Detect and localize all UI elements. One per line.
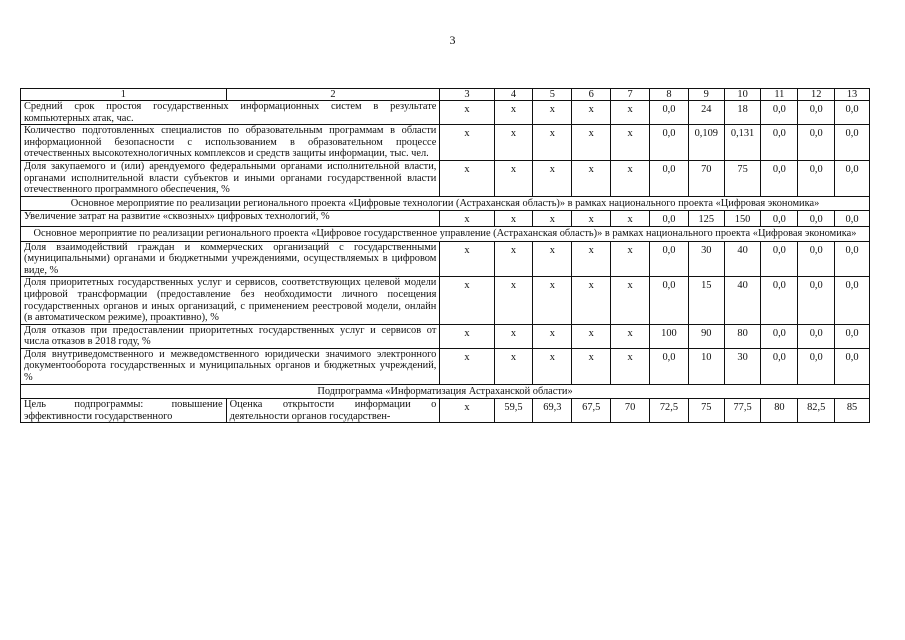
value-cell: 18 [724,101,761,125]
indicator-name: Доля приоритетных государственных услуг и сервисов, соответствующих целевой модели цифровой трансформации (предоставление без необходимости личного посещения государственных органов и иных организаций, с применением реестровой модели, онлайн (в автоматическом режиме), проактивно), % [21,277,440,324]
value-cell: 90 [688,324,724,348]
value-cell: 0,0 [835,211,870,227]
section-title: Подпрограмма «Информатизация Астраханской области» [21,384,870,399]
indicator-row [21,348,870,384]
value-cell: x [611,160,650,196]
value-cell: 75 [688,399,724,423]
section-row [21,226,870,241]
value-cell: 40 [724,241,761,277]
value-cell: 69,3 [533,399,572,423]
indicator-row [21,241,870,277]
value-cell: x [494,160,533,196]
value-cell: x [440,324,494,348]
value-cell: x [572,324,611,348]
value-cell: 10 [688,348,724,384]
value-cell: x [611,348,650,384]
header-cell: 6 [572,89,611,101]
value-cell: x [533,160,572,196]
value-cell: 150 [724,211,761,227]
value-cell: x [572,241,611,277]
value-cell: 75 [724,160,761,196]
value-cell: 15 [688,277,724,324]
value-cell: x [533,241,572,277]
value-cell: x [533,125,572,161]
value-cell: 0,0 [798,160,835,196]
value-cell: x [533,211,572,227]
goal-text: Цель подпрограммы: повышение эффективности государственного [21,399,227,423]
value-cell: x [572,277,611,324]
value-cell: x [440,211,494,227]
section-row [21,384,870,399]
header-cell: 3 [440,89,494,101]
indicator-name: Увеличение затрат на развитие «сквозных» цифровых технологий, % [21,211,440,227]
value-cell: x [572,101,611,125]
indicator-row [21,277,870,324]
value-cell: x [572,160,611,196]
value-cell: 85 [835,399,870,423]
header-row [21,89,870,101]
value-cell: 0,0 [835,101,870,125]
value-cell: x [440,277,494,324]
header-cell: 11 [761,89,798,101]
value-cell: 100 [650,324,689,348]
value-cell: 0,0 [761,241,798,277]
header-cell: 9 [688,89,724,101]
value-cell: x [494,211,533,227]
value-cell: 0,0 [798,125,835,161]
value-cell: 59,5 [494,399,533,423]
value-cell: x [440,399,494,423]
value-cell: x [533,101,572,125]
value-cell: 0,0 [798,348,835,384]
value-cell: 0,0 [835,241,870,277]
value-cell: 0,0 [761,348,798,384]
value-cell: x [611,101,650,125]
value-cell: 0,0 [650,277,689,324]
value-cell: x [440,160,494,196]
value-cell: x [440,241,494,277]
value-cell: 0,0 [835,277,870,324]
value-cell: x [494,277,533,324]
value-cell: 72,5 [650,399,689,423]
value-cell: x [572,211,611,227]
value-cell: x [611,125,650,161]
indicator-row [21,324,870,348]
section-row [21,196,870,211]
value-cell: x [494,241,533,277]
value-cell: 0,0 [798,211,835,227]
indicator-row [21,125,870,161]
header-cell: 1 [21,89,227,101]
value-cell: x [494,125,533,161]
value-cell: 67,5 [572,399,611,423]
section-title: Основное мероприятие по реализации регионального проекта «Цифровые технологии (Астраханская область)» в рамках национального проекта «Цифровая экономика» [21,196,870,211]
value-cell: 30 [688,241,724,277]
value-cell: 0,0 [761,101,798,125]
value-cell: 0,0 [650,241,689,277]
header-cell: 12 [798,89,835,101]
value-cell: 0,0 [650,211,689,227]
value-cell: 125 [688,211,724,227]
header-cell: 7 [611,89,650,101]
value-cell: 24 [688,101,724,125]
value-cell: 0,109 [688,125,724,161]
value-cell: 80 [761,399,798,423]
header-cell: 8 [650,89,689,101]
value-cell: x [572,348,611,384]
indicator-row [21,101,870,125]
value-cell: 0,0 [650,125,689,161]
value-cell: 80 [724,324,761,348]
section-title: Основное мероприятие по реализации регионального проекта «Цифровое государственное управление (Астраханская область)» в рамках национального проекта «Цифровая экономика» [21,226,870,241]
value-cell: x [611,241,650,277]
value-cell: 0,0 [835,125,870,161]
indicator-name: Доля взаимодействий граждан и коммерческих организаций с государственными (муниципальными) органами и бюджетными учреждениями, осуществляемых в цифровом виде, % [21,241,440,277]
value-cell: x [440,348,494,384]
value-cell: 0,0 [761,125,798,161]
value-cell: x [533,277,572,324]
value-cell: 0,0 [761,277,798,324]
value-cell: 0,0 [761,324,798,348]
value-cell: 40 [724,277,761,324]
value-cell: 30 [724,348,761,384]
value-cell: 82,5 [798,399,835,423]
indicator-name: Доля отказов при предоставлении приоритетных государственных услуг и сервисов от числа отказов в 2018 году, % [21,324,440,348]
indicators-table [20,88,870,423]
value-cell: x [440,101,494,125]
value-cell: x [611,211,650,227]
indicator-name: Доля внутриведомственного и межведомственного юридически значимого электронного документооборота государственных и муниципальных органов и бюджетных учреждений, % [21,348,440,384]
value-cell: x [494,348,533,384]
value-cell: 0,0 [835,160,870,196]
value-cell: 0,0 [798,324,835,348]
header-cell: 2 [226,89,440,101]
value-cell: 0,0 [650,101,689,125]
value-cell: x [494,101,533,125]
value-cell: 0,0 [761,211,798,227]
value-cell: 77,5 [724,399,761,423]
value-cell: x [533,348,572,384]
goal-row [21,399,870,423]
value-cell: x [440,125,494,161]
header-cell: 4 [494,89,533,101]
value-cell: 0,0 [650,160,689,196]
value-cell: 0,0 [798,277,835,324]
header-cell: 10 [724,89,761,101]
indicator-name: Доля закупаемого и (или) арендуемого федеральными органами исполнительной власти, органами исполнительной власти субъектов и иными органами государственной власти отечественного программного обеспечения, % [21,160,440,196]
value-cell: x [533,324,572,348]
indicator-name: Оценка открытости информации о деятельности органов государствен- [226,399,440,423]
indicator-row [21,160,870,196]
page-number: 3 [449,33,456,47]
indicator-name: Средний срок простоя государственных информационных систем в результате компьютерных атак, час. [21,101,440,125]
value-cell: x [494,324,533,348]
value-cell: 0,0 [761,160,798,196]
value-cell: 70 [688,160,724,196]
value-cell: x [611,324,650,348]
value-cell: 0,0 [798,101,835,125]
value-cell: 0,0 [798,241,835,277]
indicator-name: Количество подготовленных специалистов по образовательным программам в области информационной безопасности с использованием в образовательном процессе отечественных высокотехнологичных комплексов и средств защиты информации, тыс. чел. [21,125,440,161]
header-cell: 5 [533,89,572,101]
value-cell: 0,0 [835,348,870,384]
value-cell: 70 [611,399,650,423]
value-cell: 0,0 [835,324,870,348]
indicator-row [21,211,870,227]
value-cell: x [611,277,650,324]
header-cell: 13 [835,89,870,101]
value-cell: x [572,125,611,161]
value-cell: 0,0 [650,348,689,384]
value-cell: 0,131 [724,125,761,161]
